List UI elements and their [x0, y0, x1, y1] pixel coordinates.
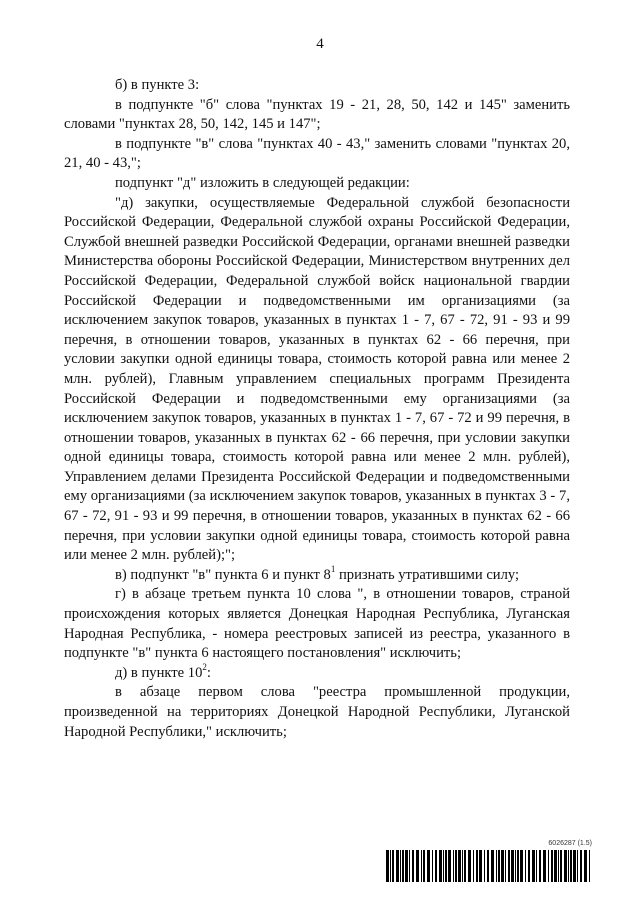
paragraph-v-superscript: 1	[330, 563, 336, 574]
paragraph-v	[64, 563, 570, 586]
paragraph-b-subpoint-d-text: "д) закупки, осуществляемые Федеральной службой безопасности Российской Федерации, Федеральной службой охраны Российской Федерации, Службой внешней разведки Российской Федерации, органами внешней разведки Министерства обороны Российской Федерации, Министерством внутренних дел Российской Федерации, Федеральной службой войск национальной гвардии Российской Федерации и подведомственными им организациями (за исключением закупок товаров, указанных в пунктах 1 - 7, 67 - 72, 91 - 93 и 99 перечня, в отношении товаров, указанных в пунктах 62 - 66 перечня, при условии закупки одной единицы товара, стоимость которой равна или менее 2 млн. рублей), Главным управлением специальных программ Президента Российской Федерации и подведомственными ему организациями (за исключением закупок товаров, указанных в пунктах 1 - 7, 67 - 72 и 99 перечня, в отношении товаров, указанных в пунктах 62 - 66 перечня, при условии закупки одной единицы товара, стоимость которой равна или менее 2 млн. рублей), Управлением делами Президента Российской Федерации и подведомственными ему организациями (за исключением закупок товаров, указанных в пунктах 3 - 7, 67 - 72, 91 - 93 и 99 перечня, в отношении товаров, указанных в пунктах 62 - 66 перечня, при условии закупки одной единицы товара, стоимость которой равна или менее 2 млн. рублей);";	[64, 194, 570, 564]
barcode-area	[386, 840, 592, 884]
paragraph-d	[64, 661, 570, 684]
paragraph-d-text: д) в пункте 10	[115, 664, 203, 681]
page-number: 4	[316, 36, 324, 52]
barcode-icon	[386, 850, 592, 882]
paragraph-b-subpoint-d-intro: подпункт "д" изложить в следующей редакции:	[115, 174, 410, 191]
barcode-code: 6026287 (1.5)	[548, 840, 592, 847]
paragraph-b-subpoint-b: в подпункте "б" слова "пунктах 19 - 21, 28, 50, 142 и 145" заменить словами "пунктах 28, 50, 142, 145 и 147";	[64, 96, 570, 133]
paragraph-d-first-abzac: в абзаце первом слова "реестра промышленной продукции, произведенной на территориях Донецкой Народной Республики, Луганской Народной Республики," исключить;	[64, 684, 570, 740]
paragraph-d-tail: :	[206, 664, 211, 681]
paragraph-d-superscript: 2	[202, 661, 207, 672]
paragraph-v-tail: признать утратившими силу;	[335, 566, 520, 583]
paragraph-b-intro: б) в пункте 3:	[115, 77, 200, 93]
paragraph-b-subpoint-v: в подпункте "в" слова "пунктах 40 - 43," заменить словами "пунктах 20, 21, 40 - 43,";	[64, 135, 570, 172]
paragraph-g: г) в абзаце третьем пункта 10 слова ", в отношении товаров, страной происхождения которых является Донецкая Народная Республика, Луганская Народная Республика, - номера реестровых записей из реестра, указанного в подпункте "в" пункта 6 настоящего постановления" исключить;	[64, 586, 570, 662]
paragraph-v-text: в) подпункт "в" пункта 6 и пункт 8	[115, 566, 331, 583]
document-body	[64, 76, 570, 742]
